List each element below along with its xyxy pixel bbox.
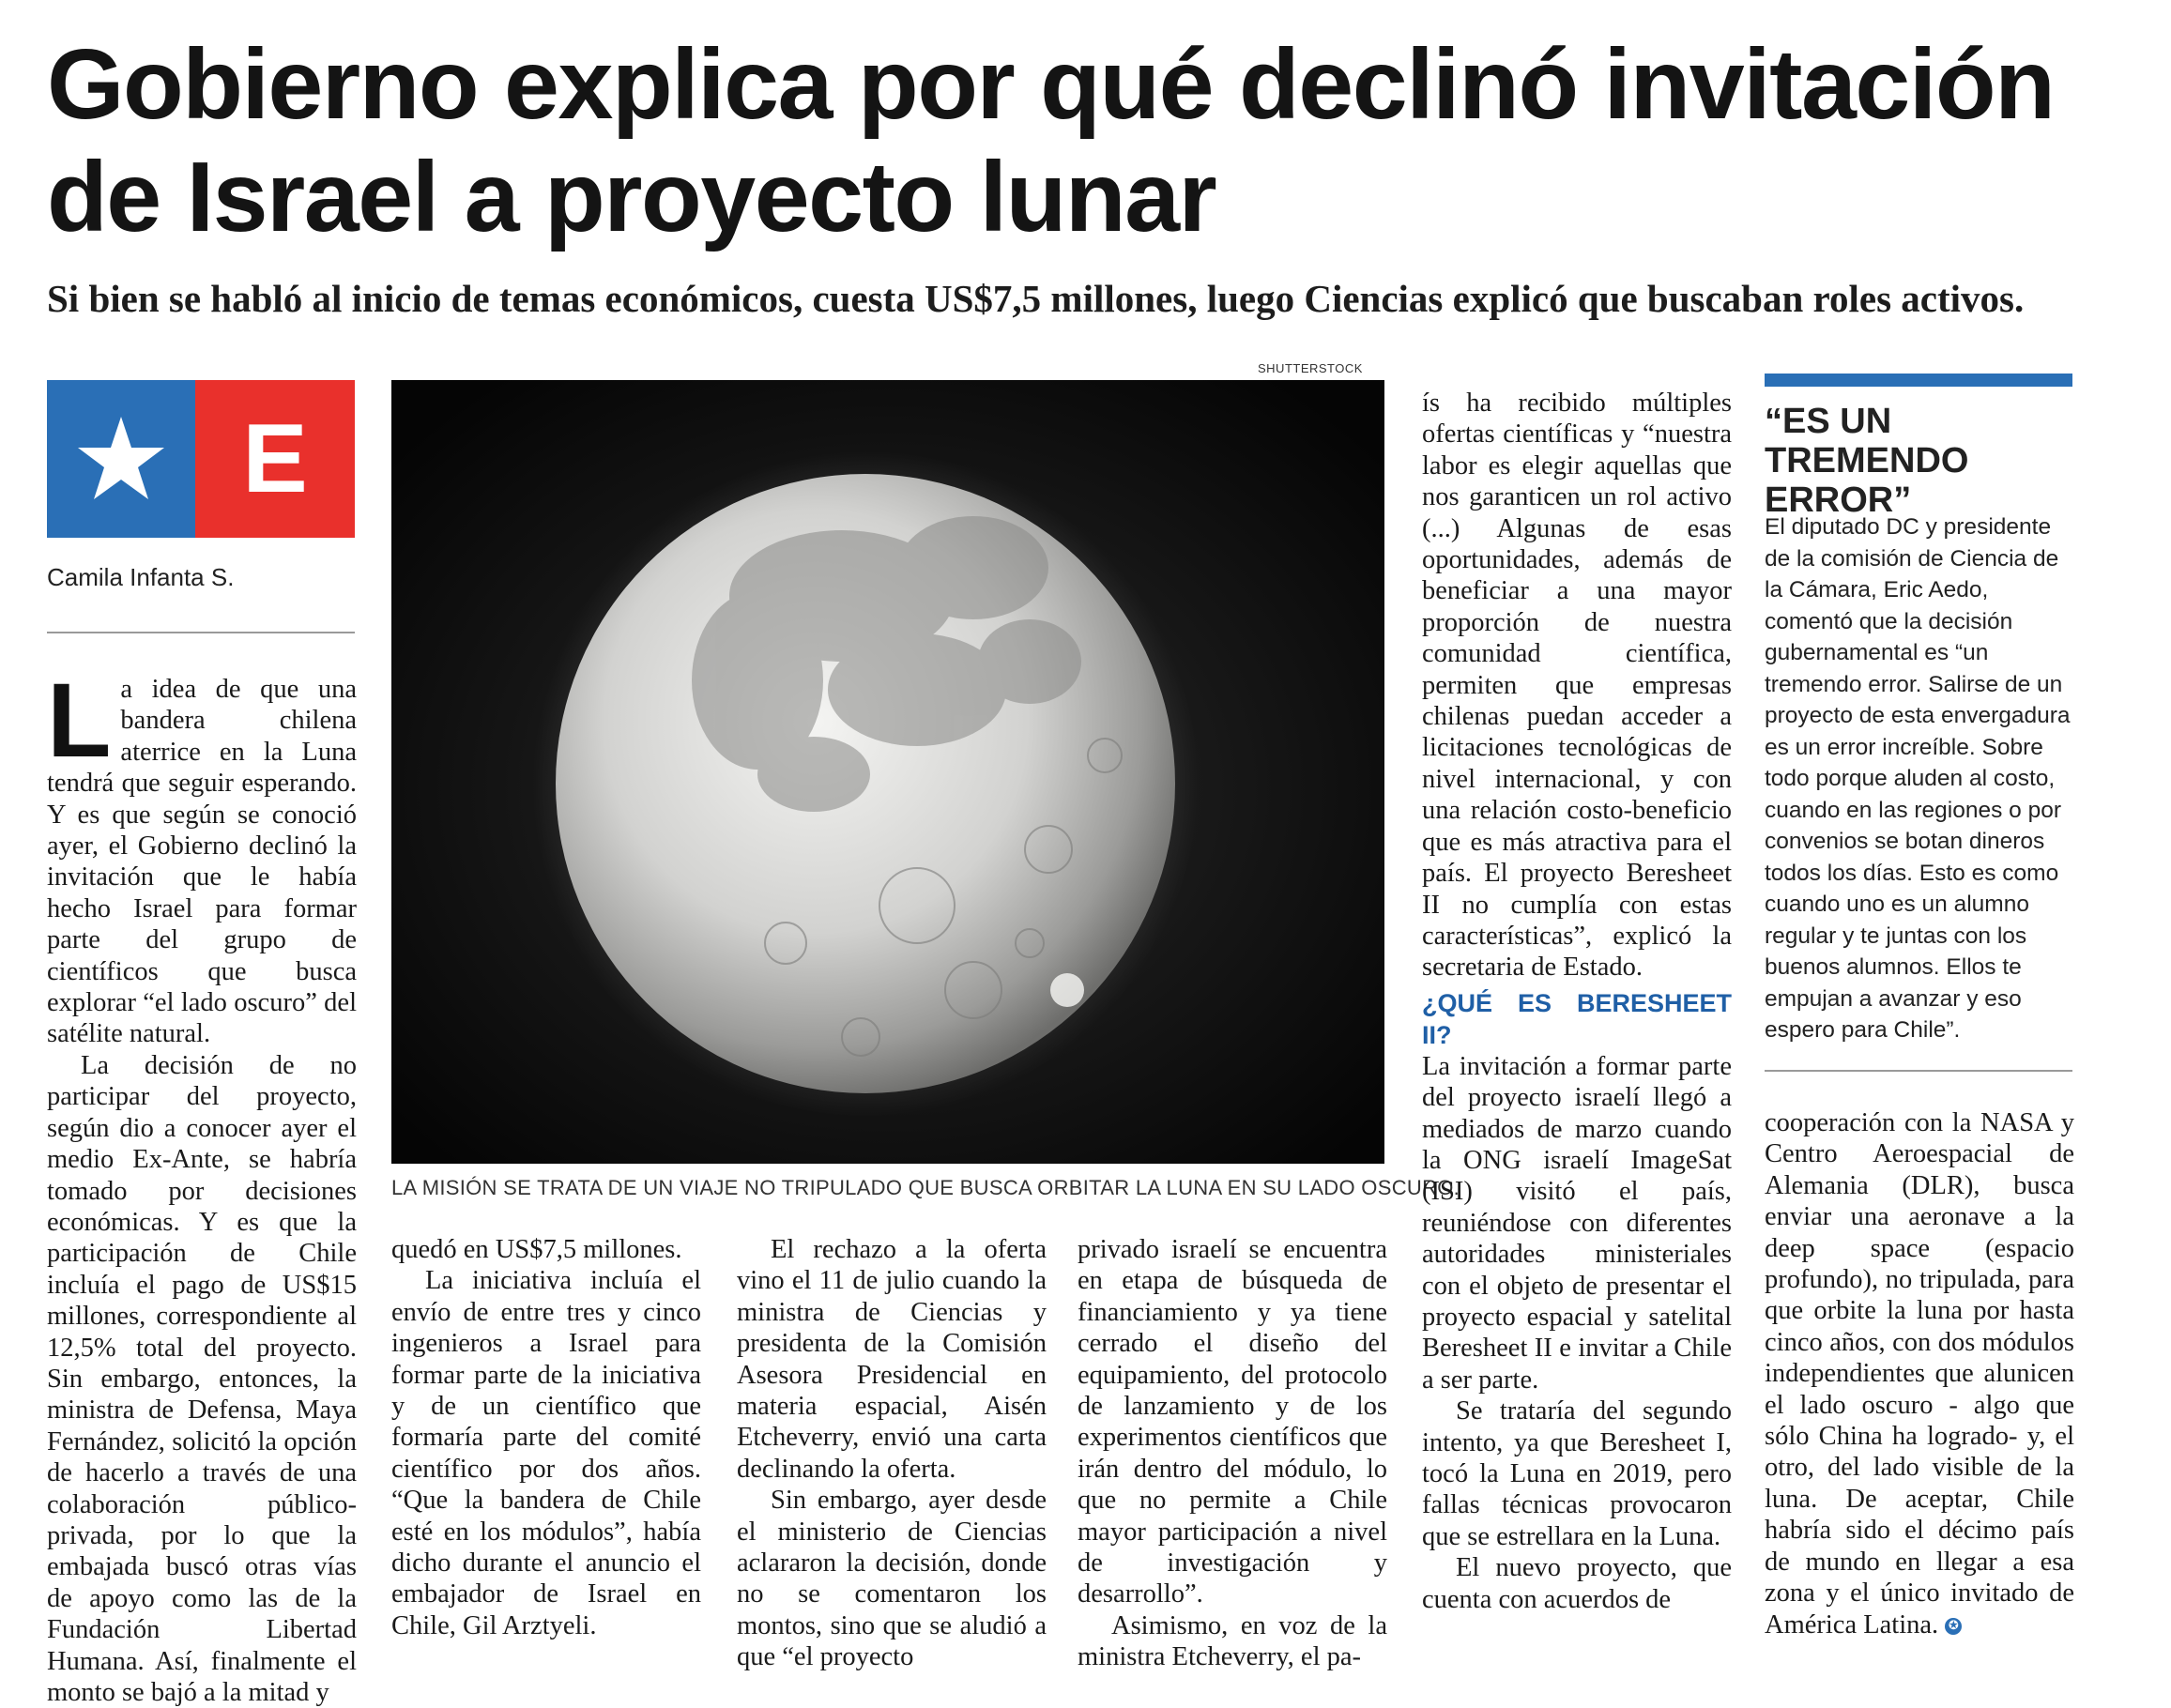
article-paragraph xyxy=(47,662,357,1050)
section-subhead: ¿QUÉ ES BERESHEET II? xyxy=(1422,988,1732,1049)
drop-cap: L xyxy=(47,662,112,779)
article-paragraph: La decisión de no participar del proyecto, según dio a conocer ayer el medio Ex-Ante, se habría tomado por decisiones económicas. Y es que la participación de Chile incluía el pago de US$15 millones, correspondiente al 12,5% total del proyecto. Sin embargo, entonces, la ministra de Defensa, Maya Fernández, solicitó la opción de hacerlo a través de una colaboración público-privada, por lo que la embajada buscó otras vías de apoyo como las de la Fundación Libertad Humana. Así, finalmente el monto se bajó a la mitad y xyxy=(47,1050,357,1707)
sidebar-body: El diputado DC y presidente de la comisión de Ciencia de la Cámara, Eric Aedo, comentó que la decisión gubernamental es “un tremendo error. Salirse de un proyecto de esta envergadura es un error increíble. Sobre todo porque aluden al costo, cuando en las regiones o por convenios se botan dineros todos los días. Esto es como cuando uno es un alumno regular y te juntas con los buenos alumnos. Ellos te empujan a avanzar y eso espero para Chile”. xyxy=(1765,514,2071,1043)
article-paragraph xyxy=(1765,1107,2074,1640)
article-paragraph: Asimismo, en voz de la ministra Etcheverry, el pa- xyxy=(1078,1610,1387,1672)
article-column-3 xyxy=(737,1234,1047,1673)
article-column-5 xyxy=(1422,388,1732,1615)
paragraph-text: a idea de que una bandera chilena aterrice en la Luna tendrá que seguir esperando. Y es que según se conoció ayer, el Gobierno declinó la invitación que le había hecho Israel para formar parte del grupo de científicos que busca explorar “el lado oscuro” del satélite natural. xyxy=(47,675,357,1049)
paragraph-text: cooperación con la NASA y Centro Aeroespacial de Alemania (DLR), busca enviar una aeronave a la deep space (espacio profundo), no tripulada, para que orbite la luna por hasta cinco años, con dos módulos independientes que alunicen el lado oscuro - algo que sólo China ha logrado- y, el otro, del lado visible de la luna. De aceptar, Chile habría sido el décimo país de mundo en llegar a esa zona y el único invitado de América Latina. xyxy=(1765,1108,2074,1639)
sidebar-rule xyxy=(1765,1070,2072,1072)
article-paragraph: El nuevo proyecto, que cuenta con acuerdos de xyxy=(1422,1553,1732,1614)
article-column-6 xyxy=(1765,1107,2074,1640)
photo-credit: SHUTTERSTOCK xyxy=(1258,361,1363,375)
section-letter: E xyxy=(195,380,355,538)
byline: Camila Infanta S. xyxy=(47,563,235,591)
article-column-4 xyxy=(1078,1234,1387,1673)
article-paragraph: Sin embargo, ayer desde el ministerio de Ciencias aclararon la decisión, donde no se comentaron los montos, sino que se aludió a que “el proyecto xyxy=(737,1486,1047,1672)
headline: Gobierno explica por qué declinó invitación de Israel a proyecto lunar xyxy=(47,29,2055,252)
article-paragraph: La iniciativa incluía el envío de entre tres y cinco ingenieros a Israel para formar parte de la iniciativa y de un científico que formaría parte del comité científico por dos años. “Que la bandera de Chile esté en los módulos”, había dicho durante el anuncio el embajador de Israel en Chile, Gil Arztyeli. xyxy=(391,1266,701,1640)
article-paragraph: quedó en US$7,5 millones. xyxy=(391,1235,682,1264)
sidebar-accent-bar xyxy=(1765,374,2072,387)
article-paragraph: ís ha recibido múltiples ofertas científicas y “nuestra labor es elegir aquellas que nos garanticen un rol activo (...) Algunas de esas oportunidades, además de beneficiar a una mayor proporción de nuestra comunidad científica, permiten que empresas chilenas puedan acceder a licitaciones tecnológicas de nivel internacional, y con una relación costo-beneficio que es más atractiva para el país. El proyecto Beresheet II no cumplía con estas características”, explicó la secretaria de Estado. xyxy=(1422,389,1732,983)
byline-rule xyxy=(47,632,355,633)
sidebar-title: “ES UN TREMENDO ERROR” xyxy=(1765,402,1969,520)
photo-caption: LA MISIÓN SE TRATA DE UN VIAJE NO TRIPULADO QUE BUSCA ORBITAR LA LUNA EN SU LADO OSCURO. xyxy=(391,1176,1460,1199)
article-column-2 xyxy=(391,1234,701,1641)
section-logo xyxy=(47,380,355,538)
article-paragraph: privado israelí se encuentra en etapa de búsqueda de financiamiento y ya tiene cerrado el diseño del equipamiento, del protocolo de lanzamiento y de los experimentos científicos que irán dentro del módulo, lo que no permite a Chile mayor participación a nivel de investigación y desarrollo”. xyxy=(1078,1235,1387,1609)
end-mark-icon: ✪ xyxy=(1945,1618,1962,1635)
deck: Si bien se habló al inicio de temas económicos, cuesta US$7,5 millones, luego Ciencias explicó que buscaban roles activos. xyxy=(47,277,2025,320)
star-icon xyxy=(74,412,168,506)
moon-photo xyxy=(391,380,1384,1164)
article-paragraph: Se trataría del segundo intento, ya que Beresheet I, tocó la Luna en 2019, pero fallas técnicas provocaron que se estrellara en la Luna. xyxy=(1422,1396,1732,1551)
article-paragraph: El rechazo a la oferta vino el 11 de julio cuando la ministra de Ciencias y presidenta de la Comisión Asesora Presidencial en materia espacial, Aisén Etcheverry, envió una carta declinando la oferta. xyxy=(737,1235,1047,1484)
article-column-1 xyxy=(47,662,357,1708)
article-paragraph: La invitación a formar parte del proyecto israelí llegó a mediados de marzo cuando la ONG israelí ImageSat (ISI) visitó el país, reuniéndose con diferentes autoridades ministeriales con el objeto de presentar el proyecto espacial y satelital Beresheet II e invitar a Chile a ser parte. xyxy=(1422,1051,1732,1395)
flag-star-panel xyxy=(47,380,195,538)
